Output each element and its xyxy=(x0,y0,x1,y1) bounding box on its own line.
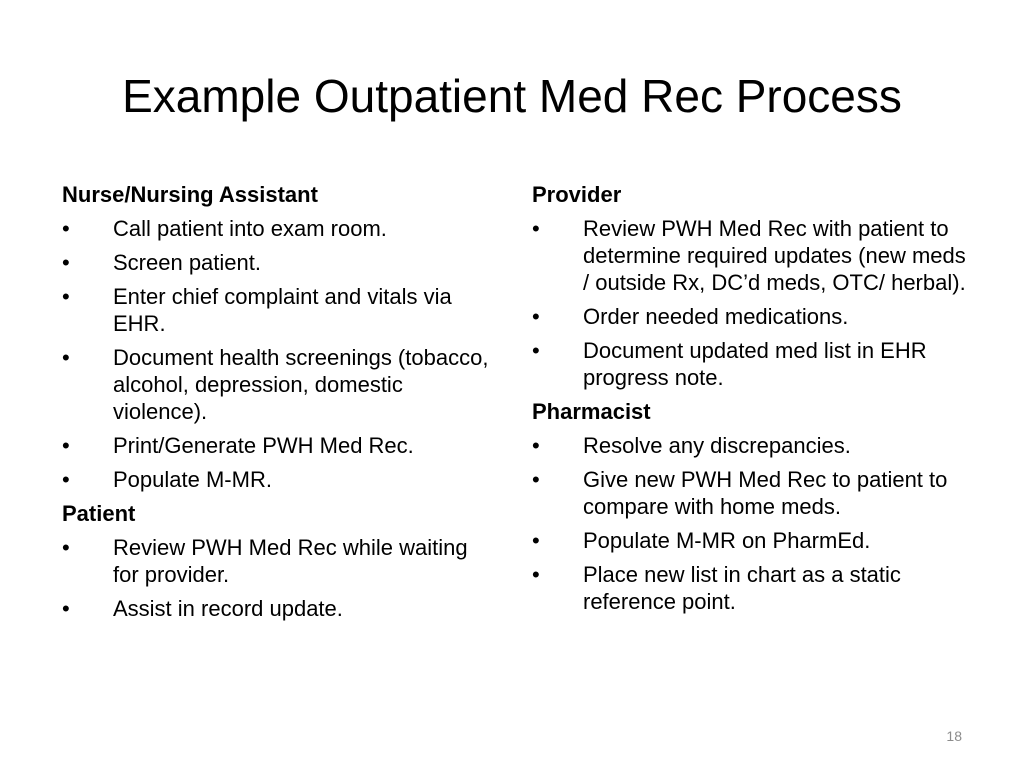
list-item-text: Give new PWH Med Rec to patient to compare with home meds. xyxy=(583,467,948,519)
list-item xyxy=(532,527,972,554)
list-item xyxy=(62,432,492,459)
section-heading-provider: Provider xyxy=(532,182,622,207)
bullet-icon: • xyxy=(62,596,70,621)
list-item-text: Review PWH Med Rec while waiting for provider. xyxy=(113,535,468,587)
bullet-icon: • xyxy=(532,467,540,492)
list-item-text: Populate M-MR. xyxy=(113,467,272,492)
list-item-text: Populate M-MR on PharmEd. xyxy=(583,528,871,553)
list-item xyxy=(532,337,972,391)
pharmacist-task-list xyxy=(532,432,972,615)
page-number: 18 xyxy=(946,728,962,744)
list-item xyxy=(62,534,492,588)
section-heading-nurse: Nurse/Nursing Assistant xyxy=(62,182,318,207)
list-item-text: Place new list in chart as a static reference point. xyxy=(583,562,901,614)
list-item-text: Document health screenings (tobacco, alcohol, depression, domestic violence). xyxy=(113,345,489,424)
list-item-text: Assist in record update. xyxy=(113,596,343,621)
bullet-icon: • xyxy=(62,467,70,492)
bullet-icon: • xyxy=(532,304,540,329)
list-item xyxy=(532,466,972,520)
provider-task-list xyxy=(532,215,972,391)
bullet-icon: • xyxy=(532,562,540,587)
nurse-task-list xyxy=(62,215,492,493)
list-item xyxy=(62,466,492,493)
section-heading-patient: Patient xyxy=(62,501,136,526)
bullet-icon: • xyxy=(62,250,70,275)
list-item xyxy=(532,215,972,296)
list-item xyxy=(62,215,492,242)
list-item xyxy=(62,283,492,337)
list-item xyxy=(532,303,972,330)
list-item xyxy=(62,344,492,425)
slide-title: Example Outpatient Med Rec Process xyxy=(122,70,902,122)
list-item xyxy=(62,595,492,622)
bullet-icon: • xyxy=(62,216,70,241)
section-heading-pharmacist: Pharmacist xyxy=(532,399,651,424)
list-item xyxy=(62,249,492,276)
patient-task-list xyxy=(62,534,492,622)
bullet-icon: • xyxy=(532,433,540,458)
bullet-icon: • xyxy=(532,528,540,553)
list-item-text: Resolve any discrepancies. xyxy=(583,433,851,458)
list-item-text: Print/Generate PWH Med Rec. xyxy=(113,433,414,458)
bullet-icon: • xyxy=(62,535,70,560)
list-item xyxy=(532,432,972,459)
left-column xyxy=(62,181,492,629)
list-item-text: Call patient into exam room. xyxy=(113,216,387,241)
bullet-icon: • xyxy=(62,433,70,458)
bullet-icon: • xyxy=(62,284,70,309)
bullet-icon: • xyxy=(532,338,540,363)
list-item-text: Review PWH Med Rec with patient to determine required updates (new meds / outside Rx, DC’d meds, OTC/ herbal). xyxy=(583,216,966,295)
list-item-text: Order needed medications. xyxy=(583,304,849,329)
right-column xyxy=(532,181,972,622)
list-item-text: Screen patient. xyxy=(113,250,261,275)
list-item-text: Enter chief complaint and vitals via EHR. xyxy=(113,284,452,336)
list-item xyxy=(532,561,972,615)
bullet-icon: • xyxy=(532,216,540,241)
bullet-icon: • xyxy=(62,345,70,370)
list-item-text: Document updated med list in EHR progress note. xyxy=(583,338,927,390)
